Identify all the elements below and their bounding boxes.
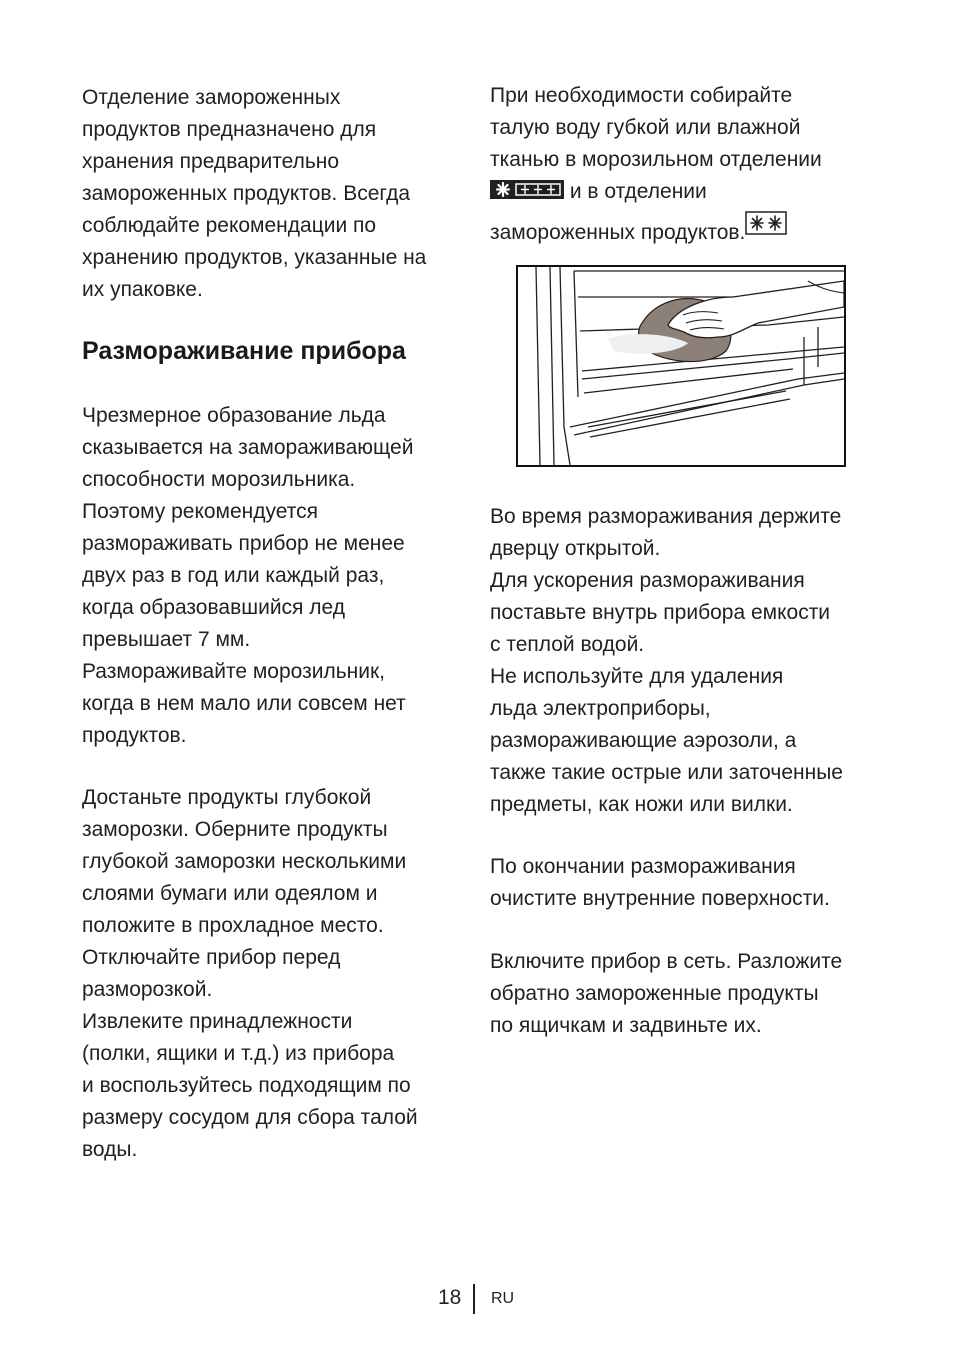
hand-wiping-freezer-drawing bbox=[518, 267, 844, 465]
page-footer bbox=[0, 1284, 954, 1316]
footer-divider bbox=[473, 1284, 475, 1314]
page-number: 18 bbox=[438, 1286, 462, 1309]
meltwater-paragraph bbox=[490, 80, 890, 249]
language-code: RU bbox=[491, 1290, 515, 1307]
reconnect-paragraph: Включите прибор в сеть. Разложите обратно замороженные продукты по ящичкам и задвиньте их. bbox=[490, 950, 843, 1037]
meltwater-line-3: тканью в морозильном отделении bbox=[490, 148, 822, 171]
intro-paragraph: Отделение замороженных продуктов предназначено для хранения предварительно замороженных продуктов. Всегда соблюдайте рекомендации по хранению продуктов, указанные на их упаковке. bbox=[82, 86, 427, 301]
door-open-paragraph: Во время размораживания держите дверцу открытой. Для ускорения размораживания поставьте внутрь прибора емкости с теплой водой. Не используйте для удаления льда электроприборы, размораживающие аэрозоли, а также такие острые или заточенные предметы, как ножи или вилки. bbox=[490, 505, 843, 816]
meltwater-line-4-text: и в отделении bbox=[564, 180, 707, 203]
meltwater-line-1: При необходимости собирайте bbox=[490, 84, 793, 107]
preparation-paragraph: Достаньте продукты глубокой заморозки. Оберните продукты глубокой заморозки несколькими слоями бумаги или одеялом и положите в прохладное место. Отключайте прибор перед разморозкой. Извлеките принадлежности (полки, ящики и т.д.) из прибора и воспользуйтесь подходящим по размеру сосудом для сбора талой воды. bbox=[82, 786, 418, 1161]
freezer-four-star-icon bbox=[490, 179, 564, 211]
meltwater-line-4 bbox=[490, 176, 890, 211]
defrost-paragraph: Чрезмерное образование льда сказывается на замораживающей способности морозильника. Поэтому рекомендуется размораживать прибор не менее двух раз в год или каждый раз, когда образовавшийся лед превышает 7 мм. Размораживайте морозильник, когда в нем мало или совсем нет продуктов. bbox=[82, 404, 414, 747]
meltwater-line-2: талую воду губкой или влажной bbox=[490, 116, 801, 139]
two-star-icon bbox=[745, 211, 787, 245]
defrost-illustration bbox=[516, 265, 846, 467]
cleaning-paragraph: По окончании размораживания очистите внутренние поверхности. bbox=[490, 855, 830, 910]
meltwater-line-5 bbox=[490, 211, 890, 249]
meltwater-line-5-text: замороженных продуктов. bbox=[490, 221, 746, 244]
section-heading: Размораживание прибора bbox=[82, 337, 406, 365]
